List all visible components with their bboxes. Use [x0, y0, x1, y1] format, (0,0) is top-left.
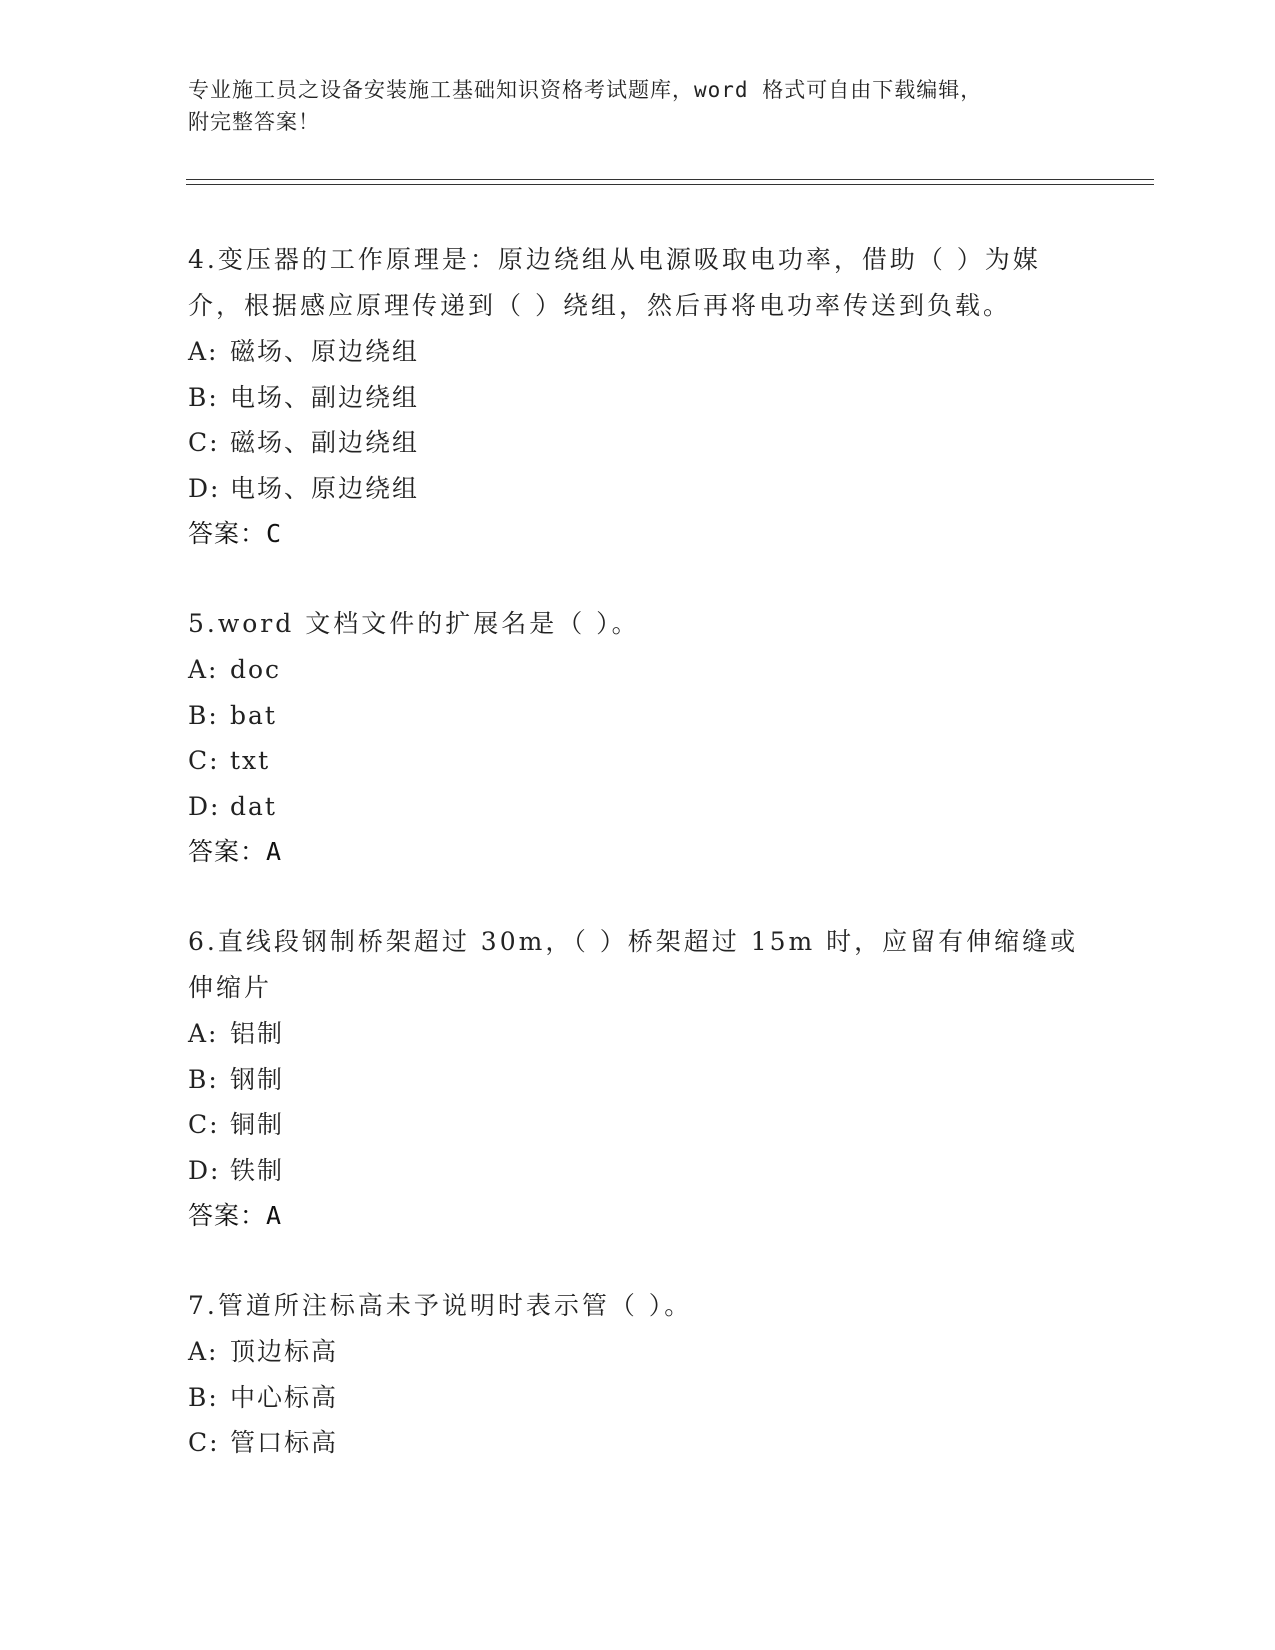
option-a	[188, 647, 1088, 693]
option-text: 磁场、原边绕组	[230, 337, 420, 366]
option-d	[188, 466, 1088, 512]
question-5	[188, 601, 1088, 875]
header-rule-top	[186, 179, 1154, 180]
option-c	[188, 1420, 1088, 1466]
header-line-1: 专业施工员之设备安装施工基础知识资格考试题库，word 格式可自由下载编辑，	[188, 78, 983, 102]
option-b	[188, 375, 1088, 421]
option-letter: C:	[188, 428, 220, 457]
question-stem: 4.变压器的工作原理是：原边绕组从电源吸取电功率，借助（ ）为媒介，根据感应原理传递到（ ）绕组，然后再将电功率传送到负载。	[188, 245, 1041, 320]
option-text: txt	[230, 746, 271, 775]
option-b	[188, 1057, 1088, 1103]
question-7	[188, 1283, 1088, 1466]
option-text: 管口标高	[230, 1428, 339, 1457]
option-letter: D:	[188, 473, 221, 503]
option-c	[188, 1102, 1088, 1148]
option-text: 顶边标高	[230, 1337, 339, 1366]
option-letter: B:	[188, 1064, 219, 1094]
question-list	[188, 237, 1088, 1510]
option-b	[188, 1375, 1088, 1421]
option-letter: C:	[188, 1110, 220, 1139]
option-a	[188, 1011, 1088, 1057]
option-letter: B:	[188, 382, 219, 412]
option-letter: A:	[188, 1337, 219, 1366]
answer-line: 答案：A	[188, 837, 283, 866]
option-letter: D:	[188, 1155, 221, 1185]
header-rule-bottom	[186, 184, 1154, 185]
option-b	[188, 693, 1088, 739]
question-stem: 5.word 文档文件的扩展名是（ ）。	[188, 609, 640, 638]
option-text: doc	[230, 655, 282, 684]
option-letter: C:	[188, 1428, 220, 1457]
option-text: 中心标高	[230, 1382, 339, 1412]
option-a	[188, 329, 1088, 375]
question-stem: 7.管道所注标高未予说明时表示管（ ）。	[188, 1291, 693, 1320]
answer-line: 答案：C	[188, 519, 283, 548]
option-c	[188, 738, 1088, 784]
option-letter: C:	[188, 746, 220, 775]
question-6	[188, 919, 1088, 1239]
option-d	[188, 1148, 1088, 1194]
option-text: bat	[230, 700, 277, 730]
option-letter: A:	[188, 337, 219, 366]
option-letter: B:	[188, 700, 219, 730]
option-a	[188, 1329, 1088, 1375]
option-text: 电场、原边绕组	[230, 473, 420, 503]
option-text: 铝制	[230, 1019, 285, 1048]
option-text: 电场、副边绕组	[230, 382, 420, 412]
option-text: 钢制	[230, 1064, 285, 1094]
option-letter: B:	[188, 1382, 219, 1412]
option-letter: A:	[188, 1019, 219, 1048]
option-text: dat	[230, 791, 277, 821]
question-4	[188, 237, 1088, 557]
document-header	[188, 74, 1068, 138]
option-text: 铜制	[230, 1110, 285, 1139]
option-d	[188, 784, 1088, 830]
answer-line: 答案：A	[188, 1201, 283, 1230]
option-text: 磁场、副边绕组	[230, 428, 420, 457]
option-c	[188, 420, 1088, 466]
header-line-2: 附完整答案！	[188, 110, 320, 134]
option-text: 铁制	[230, 1155, 285, 1185]
question-stem: 6.直线段钢制桥架超过 30m，（ ）桥架超过 15m 时，应留有伸缩缝或伸缩片	[188, 927, 1079, 1002]
option-letter: D:	[188, 791, 221, 821]
option-letter: A:	[188, 655, 219, 684]
